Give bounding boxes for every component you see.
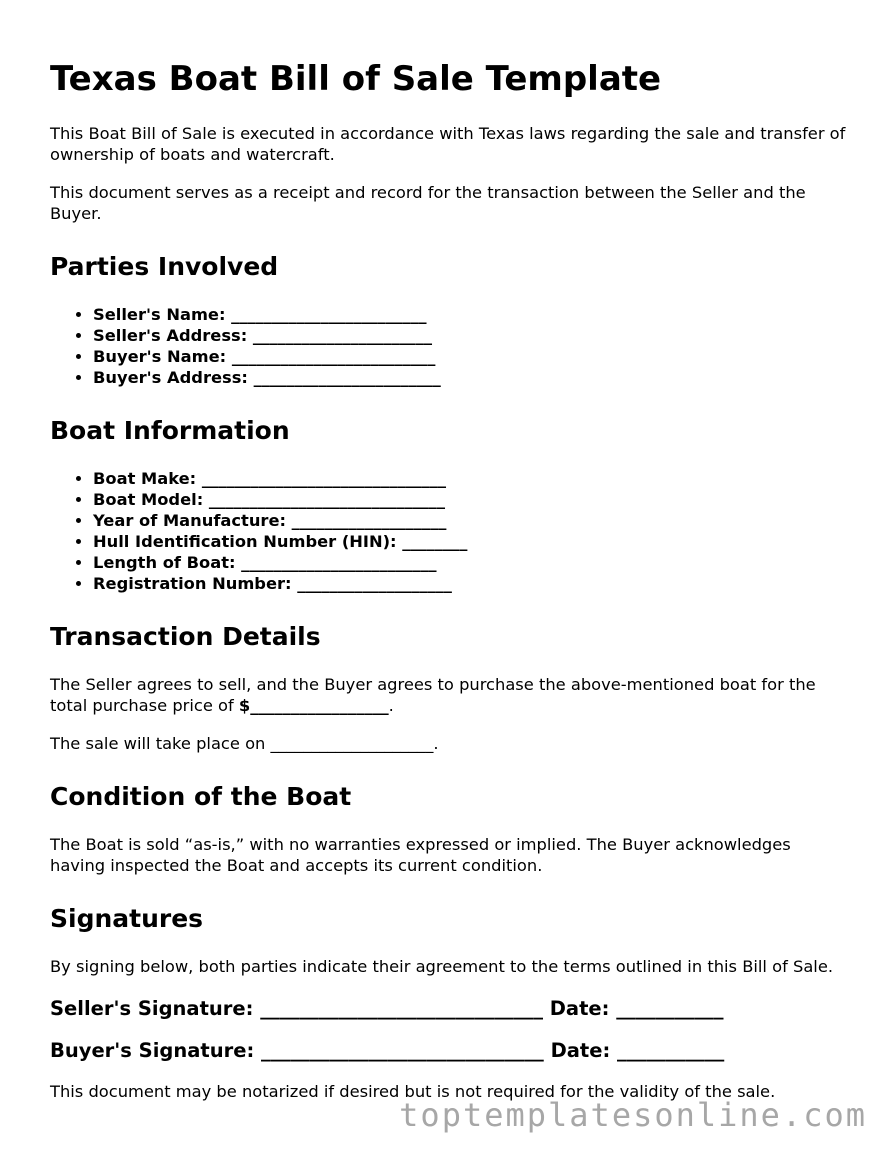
date-paragraph: The sale will take place on ____________________.: [50, 734, 439, 754]
buyer-name-item: • Buyer's Name: _________________________: [93, 346, 850, 367]
parties-list: [50, 304, 850, 388]
page-title: Texas Boat Bill of Sale Template: [50, 59, 662, 99]
buyer-address-item: • Buyer's Address: _______________________: [93, 367, 850, 388]
condition-heading: Condition of the Boat: [50, 782, 352, 812]
price-end: .: [388, 696, 394, 716]
seller-signature-line: Seller's Signature: _____________________________ Date: ___________: [50, 997, 724, 1021]
price-text: The Seller agrees to sell, and the Buyer agrees to purchase the above-mentioned boat for the total purchase price of: [50, 675, 816, 716]
year-item: • Year of Manufacture: ___________________: [93, 510, 850, 531]
boat-make-item: • Boat Make: ______________________________: [93, 468, 850, 489]
intro-paragraph-2: This document serves as a receipt and record for the transaction between the Seller and the Buyer.: [50, 183, 806, 224]
condition-paragraph: The Boat is sold “as-is,” with no warranties expressed or implied. The Buyer acknowledges having inspected the Boat and accepts its current condition.: [50, 835, 791, 876]
notarization-note: This document may be notarized if desired but is not required for the validity of the sale.: [50, 1082, 776, 1102]
signatures-paragraph: By signing below, both parties indicate their agreement to the terms outlined in this Bill of Sale.: [50, 957, 834, 977]
registration-item: • Registration Number: ___________________: [93, 573, 850, 594]
seller-name-item: • Seller's Name: ________________________: [93, 304, 850, 325]
document-page: [50, 60, 850, 1119]
boat-info-heading: Boat Information: [50, 416, 290, 446]
boat-info-list: [50, 468, 850, 594]
seller-address-item: • Seller's Address: ______________________: [93, 325, 850, 346]
watermark-text: toptemplatesonline.com: [399, 1096, 867, 1134]
intro-paragraph-1: This Boat Bill of Sale is executed in accordance with Texas laws regarding the sale and transfer of ownership of boats and watercraft.: [50, 124, 846, 165]
transaction-heading: Transaction Details: [50, 622, 321, 652]
hin-item: • Hull Identification Number (HIN): ________: [93, 531, 850, 552]
length-item: • Length of Boat: ________________________: [93, 552, 850, 573]
buyer-signature-line: Buyer's Signature: _____________________________ Date: ___________: [50, 1039, 725, 1063]
signatures-heading: Signatures: [50, 904, 204, 934]
price-blank: $_________________: [238, 696, 389, 716]
price-paragraph: [50, 674, 850, 716]
boat-model-item: • Boat Model: _____________________________: [93, 489, 850, 510]
parties-heading: Parties Involved: [50, 252, 279, 282]
